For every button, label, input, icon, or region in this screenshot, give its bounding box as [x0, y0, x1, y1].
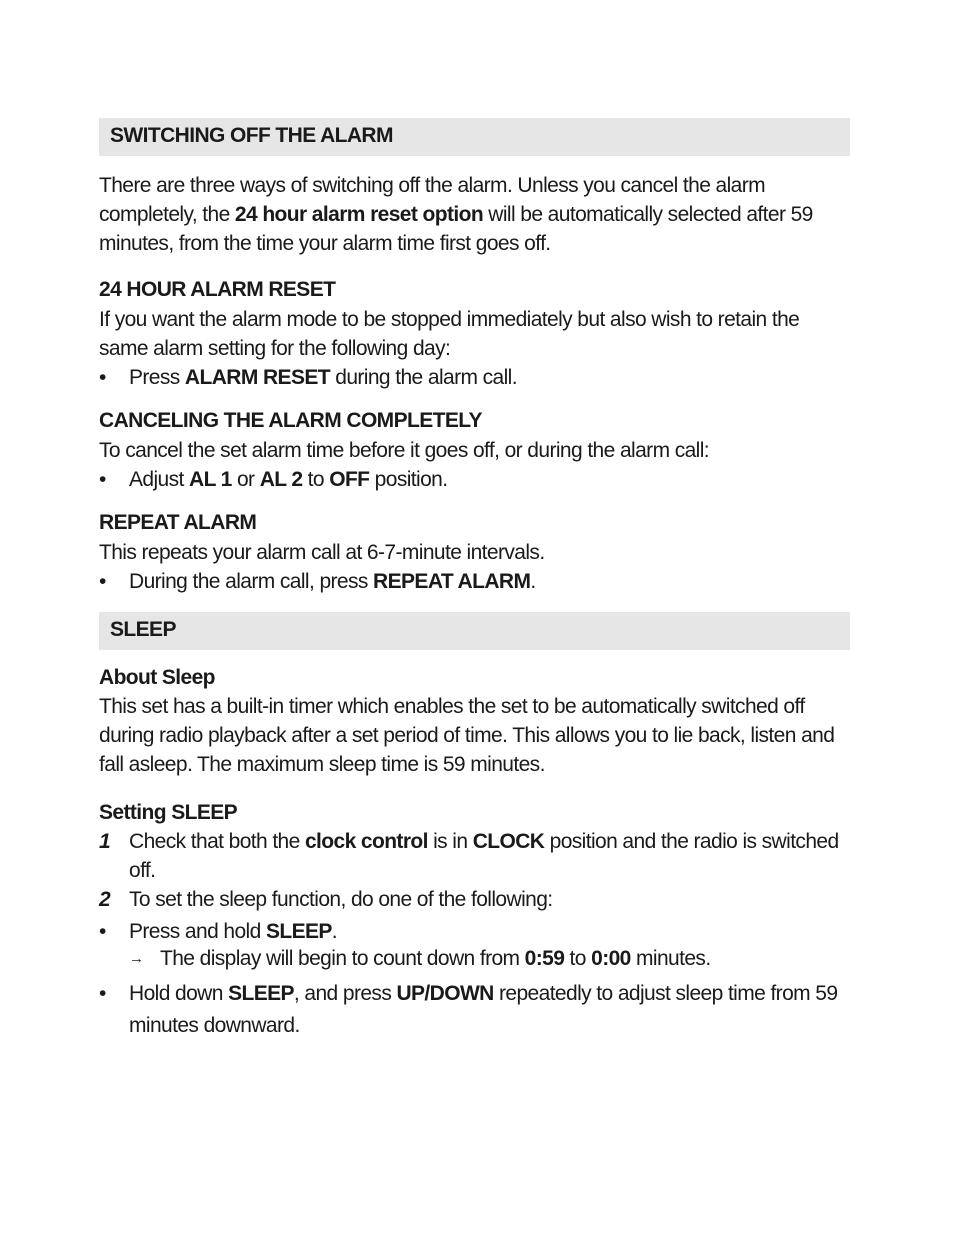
step1-pre: Check that both the — [129, 830, 305, 853]
opt1-pre: Press and hold — [129, 920, 266, 943]
cancel-bullet-to: to — [302, 468, 330, 491]
opt2-mid: , and press — [293, 982, 397, 1005]
al2-label: AL 2 — [259, 468, 303, 491]
cancel-bullet-text — [129, 465, 850, 494]
cancel-bullet-pre: Adjust — [129, 468, 189, 491]
opt1-post: . — [331, 920, 338, 943]
step-2-text: To set the sleep function, do one of the following: — [129, 888, 553, 911]
repeat-bullet-pre: During the alarm call, press — [129, 570, 374, 593]
cancel-bullet-post: position. — [369, 468, 448, 491]
heading-24-hour-alarm-reset: 24 HOUR ALARM RESET — [99, 278, 336, 301]
heading-canceling-alarm: CANCELING THE ALARM COMPLETELY — [99, 409, 482, 432]
bullet-marker: • — [99, 468, 106, 491]
up-down-label: UP/DOWN — [396, 982, 494, 1005]
opt2-pre: Hold down — [129, 982, 229, 1005]
step-number: 1 — [99, 830, 111, 853]
result-text — [160, 946, 850, 971]
bullet-marker: • — [99, 570, 106, 593]
repeat-bullet-post: . — [530, 570, 536, 593]
section-title-sleep: SLEEP — [99, 612, 850, 650]
alarm-reset-label: ALARM RESET — [184, 366, 330, 389]
manual-page — [99, 118, 850, 1042]
step-1-text — [129, 827, 850, 885]
repeat-bullet-text — [129, 567, 850, 596]
countdown-end: 0:00 — [591, 947, 631, 970]
about-sleep-paragraph: This set has a built-in timer which enables the set to be automatically switched off during radio playback after a set period of time. This allows you to lie back, listen and fall asleep. The maximum sleep time is 59 minutes. — [99, 695, 835, 776]
clock-control-label: clock control — [304, 830, 428, 853]
sleep-label: SLEEP — [228, 982, 294, 1005]
clock-label: CLOCK — [472, 830, 545, 853]
intro-text-1: There are three ways of switching off the alarm. Unless you cancel the alarm completely, the — [99, 174, 766, 226]
bullet-marker: • — [99, 366, 106, 389]
al1-label: AL 1 — [189, 468, 232, 491]
cancel-paragraph: To cancel the set alarm time before it goes off, or during the alarm call: — [99, 439, 710, 462]
step-number: 2 — [99, 888, 111, 911]
sleep-option-2 — [99, 978, 850, 1042]
reset-bullet-pre: Press — [129, 366, 185, 389]
result-post: minutes. — [630, 947, 711, 970]
bullet-marker: • — [99, 982, 106, 1005]
repeat-paragraph: This repeats your alarm call at 6-7-minute intervals. — [99, 541, 545, 564]
countdown-start: 0:59 — [524, 947, 565, 970]
bullet-marker: • — [99, 920, 106, 943]
cancel-bullet-item — [99, 465, 850, 494]
heading-about-sleep: About Sleep — [99, 666, 215, 689]
sleep-option-1 — [99, 917, 850, 946]
sleep-option-1-text — [129, 917, 850, 946]
alarm-intro-paragraph — [99, 171, 850, 258]
intro-bold-reset-option: 24 hour alarm reset option — [234, 203, 484, 226]
cancel-bullet-or: or — [231, 468, 260, 491]
sleep-option-2-text — [129, 978, 850, 1042]
step-1 — [99, 827, 850, 885]
reset-paragraph: If you want the alarm mode to be stopped immediately but also wish to retain the same alarm setting for the following day: — [99, 308, 800, 360]
off-label: OFF — [329, 468, 370, 491]
repeat-alarm-label: REPEAT ALARM — [373, 570, 531, 593]
step1-mid: is in — [427, 830, 473, 853]
arrow-right-icon: → — [129, 950, 144, 967]
reset-bullet-text — [129, 363, 850, 392]
heading-repeat-alarm: REPEAT ALARM — [99, 511, 257, 534]
result-mid: to — [564, 947, 592, 970]
opt2-post: repeatedly to adjust sleep time from 59 minutes downward. — [129, 982, 838, 1037]
repeat-bullet-item — [99, 567, 850, 596]
reset-bullet-post: during the alarm call. — [330, 366, 517, 389]
intro-text-2: will be automatically selected after 59 minutes, from the time your alarm time first goes off. — [99, 203, 813, 255]
result-pre: The display will begin to count down from — [160, 947, 525, 970]
section-title-switching-off-alarm: SWITCHING OFF THE ALARM — [99, 118, 850, 156]
heading-setting-sleep: Setting SLEEP — [99, 801, 238, 824]
step-2 — [99, 885, 850, 914]
sleep-option-1-result — [99, 946, 850, 971]
sleep-label: SLEEP — [265, 920, 332, 943]
reset-bullet-item — [99, 363, 850, 392]
step1-post: position and the radio is switched off. — [129, 830, 839, 882]
